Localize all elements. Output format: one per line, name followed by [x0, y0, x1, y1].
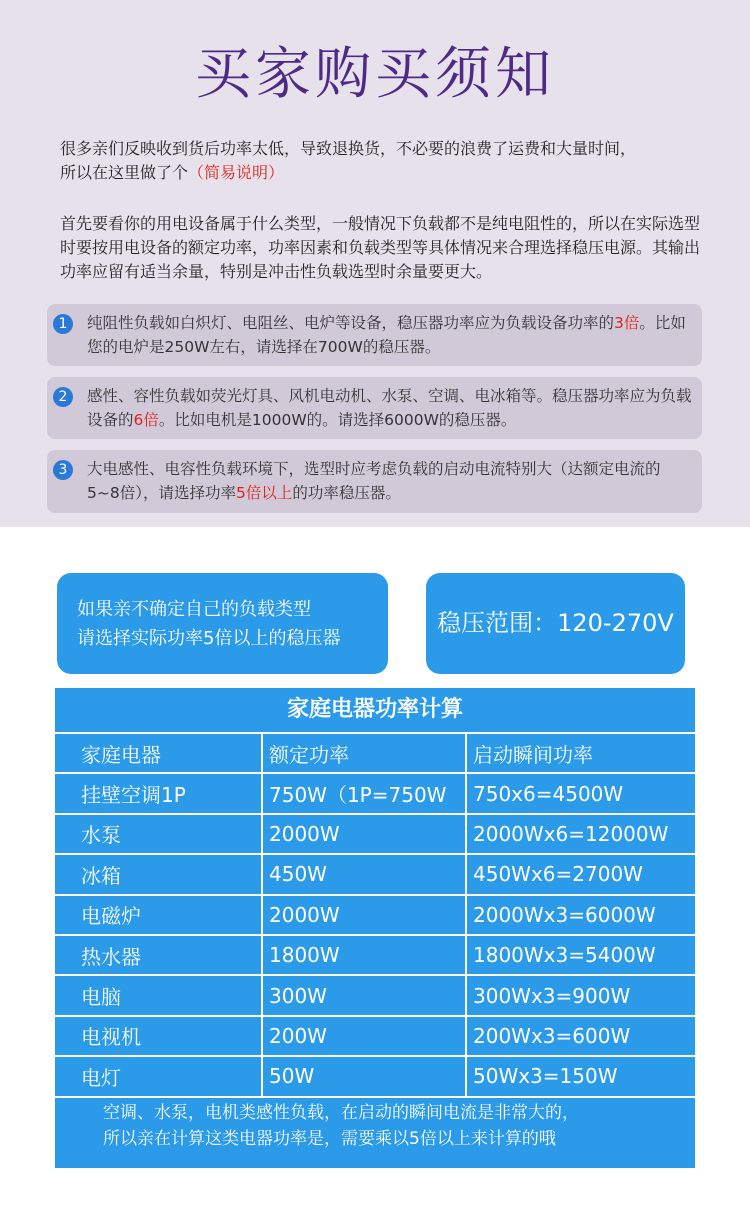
item-text-after: 的功率稳压器。: [292, 484, 401, 502]
tip-line-1: 如果亲不确定自己的负载类型: [77, 599, 311, 620]
startup-power-cell: 1800Wx3=5400W: [466, 935, 709, 975]
voltage-range-box: [426, 573, 685, 674]
appliance-cell: 电磁炉: [55, 895, 262, 935]
intro-line-1: 很多亲们反映收到货后功率太低，导致退换货，不必要的浪费了运费和大量时间，: [60, 139, 637, 158]
intro-highlight: （简易说明）: [188, 163, 285, 182]
table-row: [55, 935, 709, 975]
header-cell: 额定功率: [262, 733, 466, 773]
load-type-tip-text: [77, 595, 377, 653]
item-text: [87, 457, 692, 505]
rated-power-cell: 1800W: [262, 935, 466, 975]
rated-power-cell: 200W: [262, 1016, 466, 1056]
startup-power-cell: 50Wx3=150W: [466, 1056, 709, 1096]
item-number-badge: 3: [53, 460, 73, 480]
table-row: [55, 1016, 709, 1056]
load-type-tip-box: [57, 573, 388, 674]
description-paragraph: 首先要看你的用电设备属于什么类型，一般情况下负载都不是纯电阻性的，所以在实际选型时要按用电设备的额定功率，功率因素和负载类型等具体情况来合理选择稳压电源。其输出功率应留有适当余量，特别是冲击性负载选型时余量要更大。: [60, 214, 701, 281]
rated-power-cell: 300W: [262, 975, 466, 1015]
item-text-before: 大电感性、电容性负载环境下，选型时应考虑负载的启动电流特别大（达额定电流的5~8倍），请选择功率: [87, 460, 661, 502]
table-row: [55, 975, 709, 1015]
page-title: 买家购买须知: [195, 42, 555, 107]
item-number-badge: 1: [53, 314, 73, 334]
table-row: [55, 814, 709, 854]
notice-item-3: [47, 450, 702, 513]
table-row: [55, 773, 709, 813]
appliance-power-table: [55, 688, 695, 1168]
startup-power-cell: 2000Wx6=12000W: [466, 814, 709, 854]
table-header-row: [55, 733, 709, 773]
item-text: [87, 311, 692, 359]
rated-power-cell: 450W: [262, 854, 466, 894]
table-row: [55, 1056, 709, 1096]
rated-power-cell: 2000W: [262, 814, 466, 854]
tip-line-2: 请选择实际功率5倍以上的稳压器: [77, 628, 341, 649]
startup-power-cell: 450Wx6=2700W: [466, 854, 709, 894]
appliance-cell: 热水器: [55, 935, 262, 975]
startup-power-cell: 2000Wx3=6000W: [466, 895, 709, 935]
table-title: 家庭电器功率计算: [286, 697, 463, 722]
item-highlight: 3倍: [614, 314, 640, 332]
power-table: [55, 732, 709, 1098]
header-cell: 启动瞬间功率: [466, 733, 709, 773]
item-text: [87, 384, 692, 432]
appliance-cell: 水泵: [55, 814, 262, 854]
note-line-1: 空调、水泵，电机类感性负载，在启动的瞬间电流是非常大的，: [103, 1103, 579, 1123]
item-highlight: 6倍: [133, 411, 159, 429]
startup-power-cell: 300Wx3=900W: [466, 975, 709, 1015]
item-text-after: 。比如您的电炉是250W左右，请选择在700W的稳压器。: [87, 314, 686, 356]
header-cell: 家庭电器: [55, 733, 262, 773]
appliance-cell: 挂壁空调1P: [55, 773, 262, 813]
appliance-cell: 冰箱: [55, 854, 262, 894]
table-row: [55, 854, 709, 894]
table-row: [55, 895, 709, 935]
startup-power-cell: 750x6=4500W: [466, 773, 709, 813]
appliance-cell: 电脑: [55, 975, 262, 1015]
rated-power-cell: 50W: [262, 1056, 466, 1096]
notice-item-2: [47, 377, 702, 439]
appliance-cell: 电视机: [55, 1016, 262, 1056]
item-text-before: 感性、容性负载如荧光灯具、风机电动机、水泵、空调、电冰箱等。稳压器功率应为负载设备的: [87, 387, 692, 429]
note-line-2: 所以亲在计算这类电器功率是，需要乘以5倍以上来计算的哦: [103, 1129, 556, 1149]
rated-power-cell: 2000W: [262, 895, 466, 935]
item-number-badge: 2: [53, 387, 73, 407]
appliance-cell: 电灯: [55, 1056, 262, 1096]
notice-item-1: [47, 304, 702, 366]
rated-power-cell: 750W（1P=750W: [262, 773, 466, 813]
item-text-before: 纯阻性负载如白炽灯、电阻丝、电炉等设备，稳压器功率应为负载设备功率的: [87, 314, 615, 332]
startup-power-cell: 200Wx3=600W: [466, 1016, 709, 1056]
item-text-after: 。比如电机是1000W的。请选择6000W的稳压器。: [158, 411, 517, 429]
item-highlight: 5倍以上: [235, 484, 293, 502]
intro-paragraph: [60, 137, 700, 185]
intro-line-2: [60, 161, 700, 185]
intro-line-2-text: 所以在这里做了个: [60, 163, 189, 182]
voltage-range-text: 稳压范围：120-270V: [437, 609, 674, 637]
table-note: [103, 1100, 683, 1152]
notice-section: [0, 0, 750, 527]
